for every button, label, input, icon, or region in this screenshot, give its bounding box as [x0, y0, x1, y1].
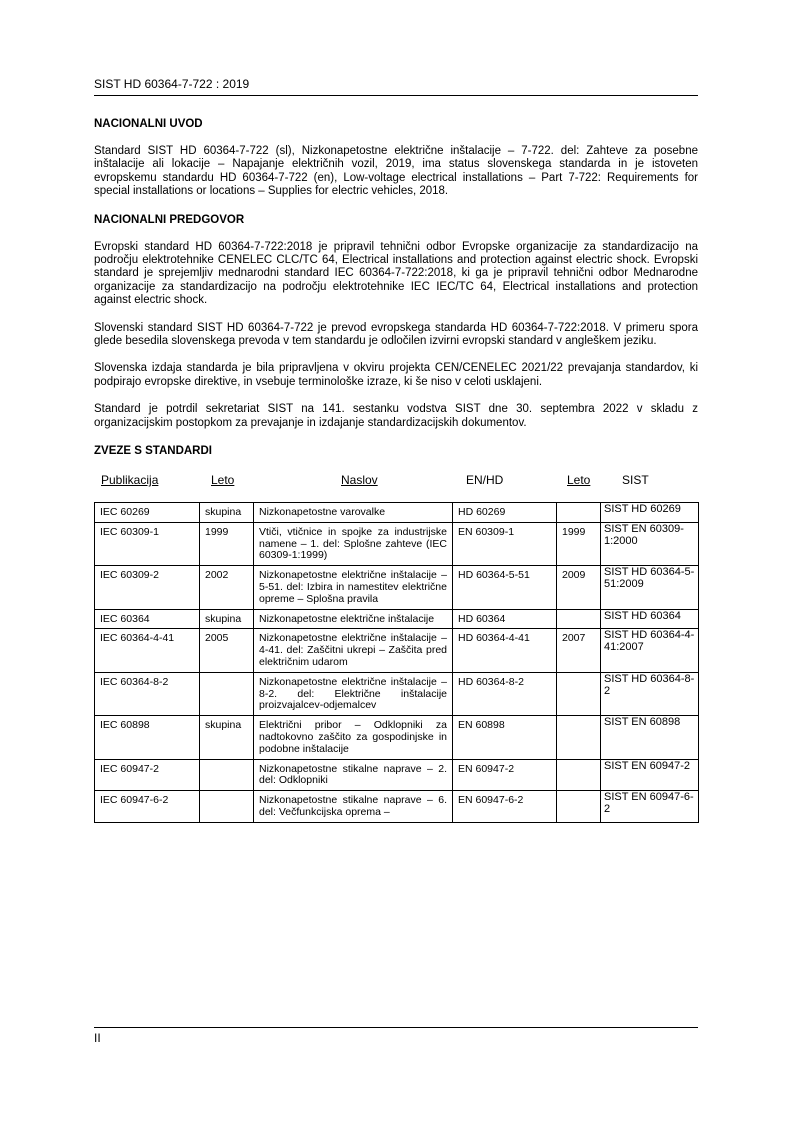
predgovor-paragraph-2: Slovenski standard SIST HD 60364-7-722 je prevod evropskega standarda HD 60364-7-722:2018. V primeru spora glede besedila slovenskega prevoda v tem standardu je odločilen izvirni evropski standard v angleškem jeziku. [94, 321, 698, 348]
cell-leto-2 [557, 716, 601, 759]
standards-table-body [95, 503, 699, 823]
cell-sist: SIST HD 60364-5-51:2009 [601, 566, 699, 609]
cell-leto-2 [557, 609, 601, 629]
cell-naslov: Nizkonapetostne stikalne naprave – 6. del: Večfunkcijska oprema – [254, 791, 453, 823]
cell-publikacija: IEC 60947-2 [95, 759, 200, 791]
cell-enhd: HD 60364-8-2 [453, 672, 557, 715]
page-content [94, 117, 698, 823]
standards-table [94, 502, 699, 823]
table-row [95, 503, 699, 523]
predgovor-paragraph-1: Evropski standard HD 60364-7-722:2018 je pripravil tehnični odbor Evropske organizacije za standardizacijo na področju elektrotehnike CENELEC CLC/TC 64, Electrical installations and protection against electric shock. Evropski standard je sprejemljiv mednarodni standard IEC 60364-7-722:2018, ki ga je pripravil tehnični odbor Mednarodne organizacije za standardizacijo na področju elektrotehnike IEC IEC/TC 64, Electrical installations and protection against electric shock. [94, 240, 698, 307]
heading-nacionalni-uvod: NACIONALNI UVOD [94, 118, 203, 130]
table-row [95, 609, 699, 629]
cell-naslov: Nizkonapetostne električne inštalacije [254, 609, 453, 629]
cell-enhd: HD 60364-4-41 [453, 629, 557, 672]
header-divider [94, 95, 698, 96]
heading-zveze-s-standardi: ZVEZE S STANDARDI [94, 445, 212, 458]
table-row [95, 629, 699, 672]
cell-publikacija: IEC 60364 [95, 609, 200, 629]
cell-leto: skupina [200, 716, 254, 759]
cell-leto: skupina [200, 609, 254, 629]
table-row [95, 791, 699, 823]
col-header-naslov: Naslov [341, 473, 378, 488]
cell-leto: 1999 [200, 522, 254, 565]
cell-sist: SIST EN 60947-2 [601, 759, 699, 791]
cell-naslov: Nizkonapetostne stikalne naprave – 2. del: Odklopniki [254, 759, 453, 791]
cell-publikacija: IEC 60898 [95, 716, 200, 759]
cell-naslov: Nizkonapetostne električne inštalacije – 8-2. del: Električne inštalacije proizvajalcev-odjemalcev [254, 672, 453, 715]
standards-column-headers [94, 473, 698, 487]
cell-enhd: EN 60898 [453, 716, 557, 759]
cell-publikacija: IEC 60309-1 [95, 522, 200, 565]
cell-sist: SIST HD 60364-4-41:2007 [601, 629, 699, 672]
cell-sist: SIST HD 60364-8-2 [601, 672, 699, 715]
cell-enhd: HD 60364-5-51 [453, 566, 557, 609]
cell-sist: SIST EN 60898 [601, 716, 699, 759]
cell-leto: skupina [200, 503, 254, 523]
cell-enhd: HD 60364 [453, 609, 557, 629]
table-row [95, 566, 699, 609]
cell-publikacija: IEC 60364-8-2 [95, 672, 200, 715]
cell-naslov: Nizkonapetostne varovalke [254, 503, 453, 523]
page-header [94, 77, 698, 91]
cell-leto: 2002 [200, 566, 254, 609]
cell-publikacija: IEC 60269 [95, 503, 200, 523]
cell-naslov: Električni pribor – Odklopniki za nadtokovno zaščito za gospodinjske in podobne inštalacije [254, 716, 453, 759]
uvod-paragraph: Standard SIST HD 60364-7-722 (sl), Nizkonapetostne električne inštalacije – 7-722. del: Zahteve za posebne inštalacije ali lokacije – Napajanje električnih vozil, 2019, ima status slovenskega standarda in je istoveten evropskemu standardu HD 60364-7-722 (en), Low-voltage electrical installations – Part 7-722: Requirements for special installations or locations – Supplies for electric vehicles, 2018. [94, 145, 698, 198]
footer-divider [94, 1027, 698, 1028]
table-row [95, 759, 699, 791]
cell-leto-2 [557, 503, 601, 523]
col-header-leto: Leto [211, 473, 235, 488]
cell-leto-2 [557, 759, 601, 791]
header-title: SIST HD 60364-7-722 : 2019 [94, 77, 250, 91]
cell-enhd: EN 60947-6-2 [453, 791, 557, 823]
cell-leto [200, 791, 254, 823]
cell-leto: 2005 [200, 629, 254, 672]
cell-publikacija: IEC 60364-4-41 [95, 629, 200, 672]
cell-leto-2: 2007 [557, 629, 601, 672]
cell-leto [200, 672, 254, 715]
cell-sist: SIST HD 60364 [601, 609, 699, 629]
page-number: II [94, 1031, 101, 1045]
cell-leto-2 [557, 672, 601, 715]
cell-naslov: Vtiči, vtičnice in spojke za industrijske namene – 1. del: Splošne zahteve (IEC 60309-1:1999) [254, 522, 453, 565]
heading-nacionalni-predgovor: NACIONALNI PREDGOVOR [94, 213, 245, 226]
cell-leto-2: 2009 [557, 566, 601, 609]
cell-enhd: EN 60947-2 [453, 759, 557, 791]
predgovor-paragraph-3: Slovenska izdaja standarda je bila pripravljena v okviru projekta CEN/CENELEC 2021/22 prevajanja standardov, ki podpirajo evropske direktive, in vsebuje terminološke izraze, ki še niso v celoti usklajeni. [94, 362, 698, 388]
cell-sist: SIST EN 60947-6-2 [601, 791, 699, 823]
col-header-enhd: EN/HD [466, 473, 504, 488]
table-row [95, 716, 699, 759]
col-header-sist: SIST [622, 473, 649, 488]
cell-leto-2 [557, 791, 601, 823]
cell-leto-2: 1999 [557, 522, 601, 565]
table-row [95, 522, 699, 565]
cell-sist: SIST HD 60269 [601, 503, 699, 523]
cell-naslov: Nizkonapetostne električne inštalacije – 5-51. del: Izbira in namestitev električne opreme – Splošna pravila [254, 566, 453, 609]
cell-leto [200, 759, 254, 791]
cell-enhd: HD 60269 [453, 503, 557, 523]
col-header-publikacija: Publikacija [101, 473, 159, 488]
table-row [95, 672, 699, 715]
col-header-leto-2: Leto [567, 473, 591, 488]
predgovor-paragraph-4: Standard je potrdil sekretariat SIST na 141. sestanku vodstva SIST dne 30. septembra 2022 v skladu z organizacijskim postopkom za prevajanje in izdajanje standardizacijskih dokumentov. [94, 403, 698, 429]
cell-publikacija: IEC 60947-6-2 [95, 791, 200, 823]
cell-enhd: EN 60309-1 [453, 522, 557, 565]
cell-sist: SIST EN 60309-1:2000 [601, 522, 699, 565]
cell-naslov: Nizkonapetostne električne inštalacije – 4-41. del: Zaščitni ukrepi – Zaščita pred električnim udarom [254, 629, 453, 672]
page-footer [94, 1031, 101, 1045]
cell-publikacija: IEC 60309-2 [95, 566, 200, 609]
